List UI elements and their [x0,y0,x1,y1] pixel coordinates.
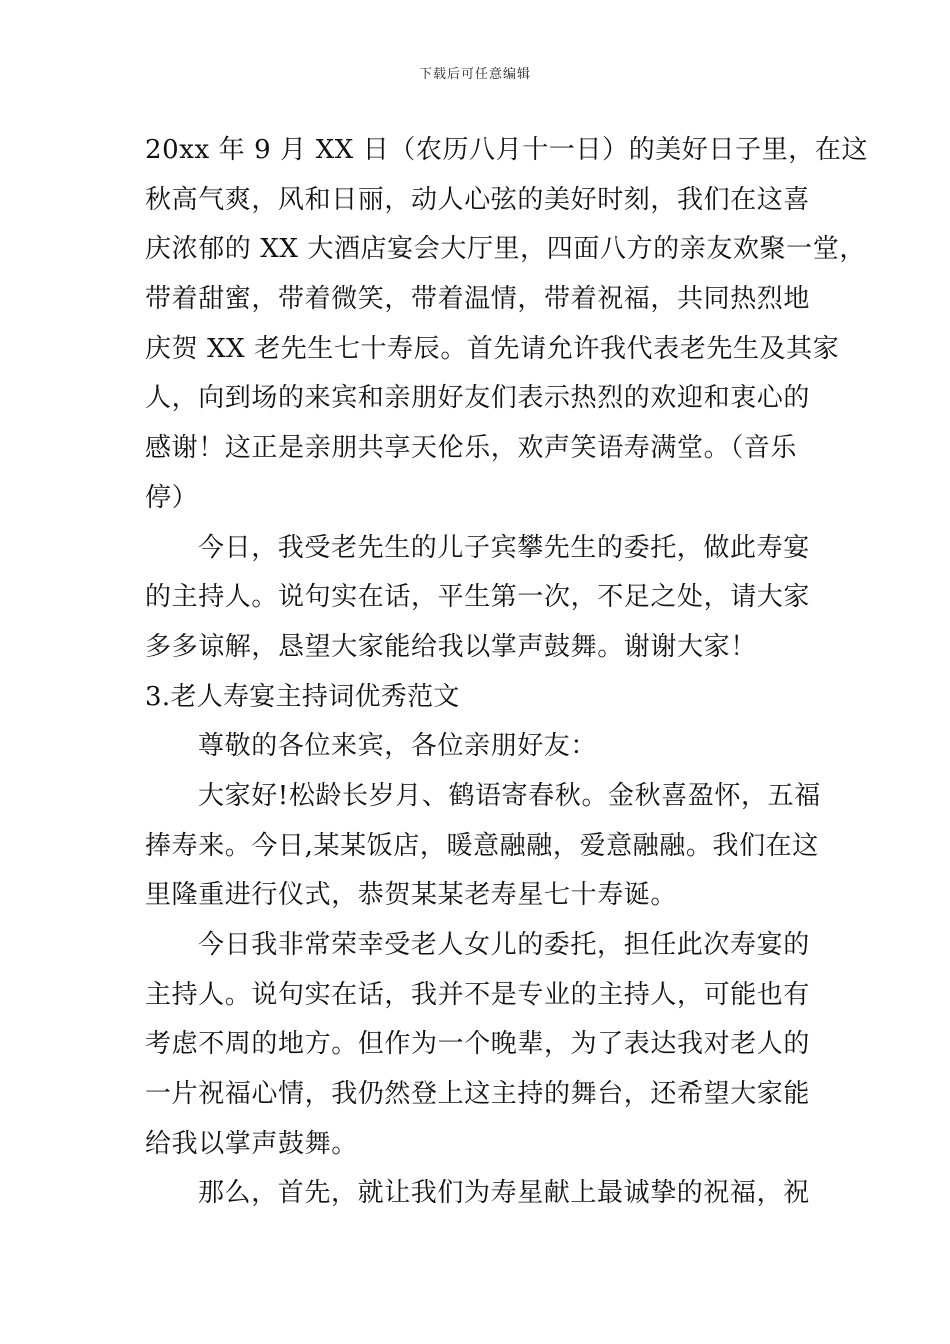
text-line: 庆浓郁的 XX 大酒店宴会大厅里，四面八方的亲友欢聚一堂， [145,234,866,265]
section-heading: 3.老人寿宴主持词优秀范文 [145,681,460,712]
page-header: 下载后可任意编辑 [418,67,531,82]
text-line: 感谢！这正是亲朋共享天伦乐，欢声笑语寿满堂。（音乐 [145,433,798,464]
text-line: 捧寿来。今日,某某饭店，暖意融融，爱意融融。我们在这 [145,830,819,861]
text-line: 大家好!松龄长岁月、鹤语寄春秋。金秋喜盈怀，五福 [198,780,821,811]
text-line: 主持人。说句实在话，我并不是专业的主持人，可能也有 [145,979,811,1010]
text-line: 那么，首先，就让我们为寿星献上最诚挚的祝福，祝 [198,1178,810,1209]
text-line: 今日，我受老先生的儿子宾攀先生的委托，做此寿宴 [198,532,810,563]
text-line: 今日我非常荣幸受老人女儿的委托，担任此次寿宴的 [198,930,810,960]
text-line: 尊敬的各位来宾，各位亲朋好友： [198,731,598,762]
text-line: 带着甜蜜，带着微笑，带着温情，带着祝福，共同热烈地 [145,284,811,315]
text-line: 给我以掌声鼓舞。 [145,1128,358,1159]
text-line: 庆贺 XX 老先生七十寿辰。首先请允许我代表老先生及其家 [145,333,840,364]
text-line: 一片祝福心情，我仍然登上这主持的舞台，还希望大家能 [145,1079,811,1110]
text-line: 停） [145,482,199,513]
text-line: 人，向到场的来宾和亲朋好友们表示热烈的欢迎和衷心的 [145,383,811,414]
text-line: 的主持人。说句实在话，平生第一次，不足之处，请大家 [145,582,811,613]
text-line: 考虑不周的地方。但作为一个晚辈，为了表达我对老人的 [145,1029,811,1060]
text-line: 多多谅解，恳望大家能给我以掌声鼓舞。谢谢大家！ [145,631,757,662]
text-line: 20xx 年 9 月 XX 日（农历八月十一日）的美好日子里，在这 [145,135,869,165]
document-body [145,126,869,1219]
text-line: 里隆重进行仪式，恭贺某某老寿星七十寿诞。 [145,880,678,911]
text-line: 秋高气爽，风和日丽，动人心弦的美好时刻，我们在这喜 [145,184,811,215]
